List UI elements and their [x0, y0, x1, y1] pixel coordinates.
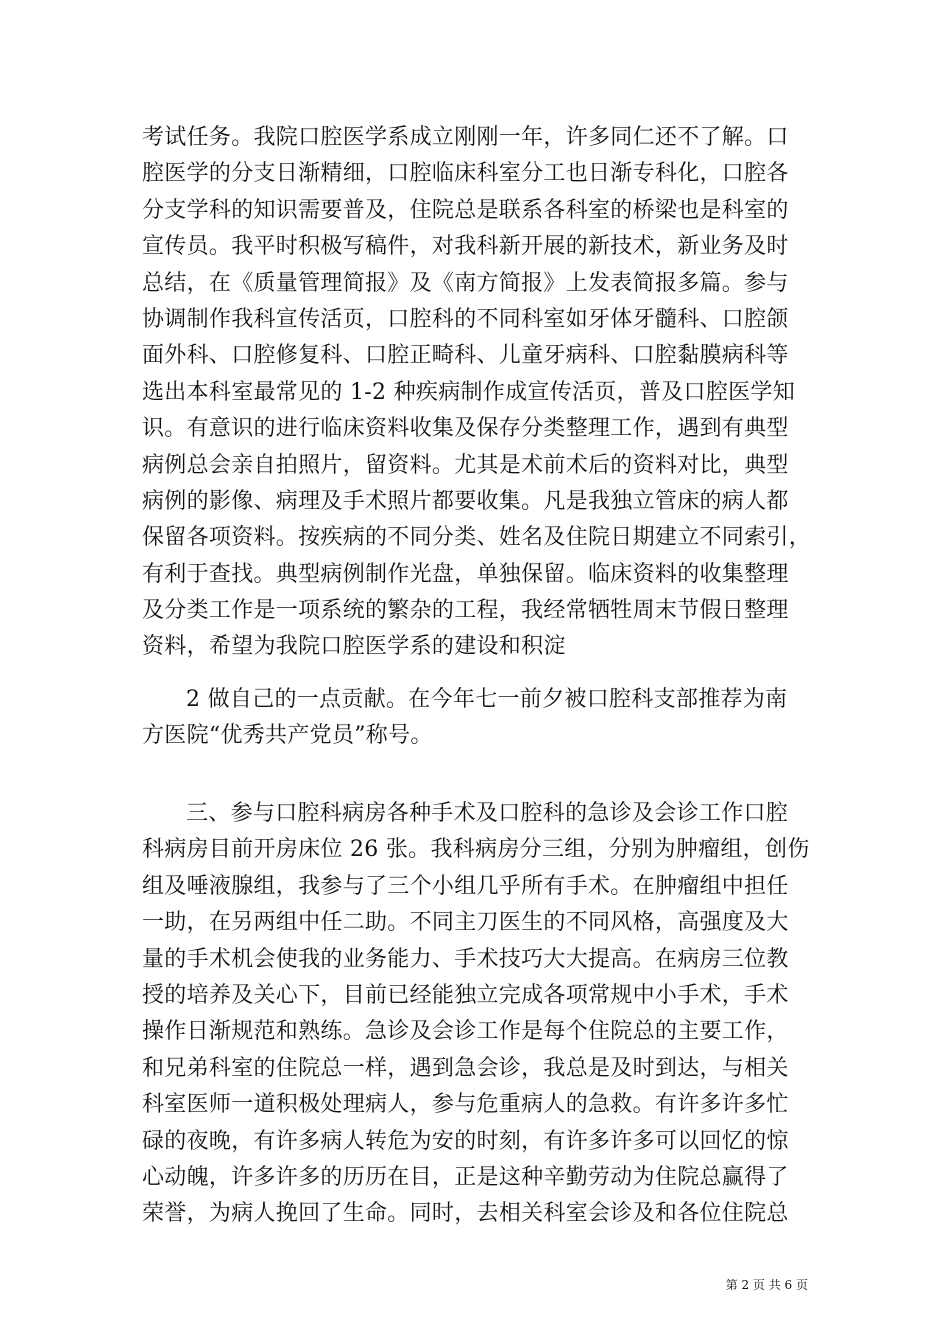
- text-line: 资料，希望为我院口腔医学系的建设和积淀: [142, 634, 566, 660]
- text-line: 总结，在《质量管理简报》及《南方简报》上发表简报多篇。参与: [142, 270, 789, 296]
- text-line: 考试任务。我院口腔医学系成立刚刚一年，许多同仁还不了解。口: [142, 125, 789, 150]
- text-line: 心动魄，许多许多的历历在目，正是这种辛勤劳动为住院总赢得了: [142, 1164, 789, 1190]
- text-line: 科室医师一道积极处理病人，参与危重病人的急救。有许多许多忙: [142, 1092, 789, 1118]
- text-line: 三、参与口腔科病房各种手术及口腔科的急诊及会诊工作口腔: [186, 801, 789, 826]
- text-line: 科病房目前开房床位 26 张。我科病房分三组，分别为肿瘤组，创伤: [142, 837, 810, 863]
- paragraph-materials: [142, 120, 812, 666]
- text-line: 方医院“优秀共产党员”称号。: [142, 723, 433, 749]
- text-line: 保留各项资料。按疾病的不同分类、姓名及住院日期建立不同索引，: [142, 525, 812, 551]
- text-line: 面外科、口腔修复科、口腔正畸科、儿童牙病科、口腔黏膜病科等: [142, 343, 789, 369]
- text-line: 有利于查找。典型病例制作光盘，单独保留。临床资料的收集整理: [142, 561, 789, 587]
- text-line: 及分类工作是一项系统的繁杂的工程，我经常牺牲周末节假日整理: [142, 598, 789, 624]
- text-line: 授的培养及关心下，目前已经能独立完成各项常规中小手术，手术: [142, 982, 789, 1008]
- paragraph-surgery: [142, 796, 808, 1233]
- text-line: 识。有意识的进行临床资料收集及保存分类整理工作，遇到有典型: [142, 416, 789, 442]
- text-line: 病例总会亲自拍照片，留资料。尤其是术前术后的资料对比，典型: [142, 452, 789, 478]
- text-line: 分支学科的知识需要普及，住院总是联系各科室的桥梁也是科室的: [142, 197, 789, 223]
- page-number-footer: 第 2 页 共 6 页: [725, 1278, 808, 1292]
- text-line: 病例的影像、病理及手术照片都要收集。凡是我独立管床的病人都: [142, 488, 789, 514]
- text-line: 量的手术机会使我的业务能力、手术技巧大大提高。在病房三位教: [142, 946, 789, 972]
- text-line: 选出本科室最常见的 1-2 种疾病制作成宣传活页，普及口腔医学知: [142, 379, 796, 405]
- text-line: 2 做自己的一点贡献。在今年七一前夕被口腔科支部推荐为南: [186, 687, 788, 712]
- text-line: 腔医学的分支日渐精细，口腔临床科室分工也日渐专科化，口腔各: [142, 161, 789, 187]
- text-line: 和兄弟科室的住院总一样，遇到急会诊，我总是及时到达，与相关: [142, 1055, 789, 1081]
- text-line: 协调制作我科宣传活页，口腔科的不同科室如牙体牙髓科、口腔颌: [142, 306, 789, 332]
- text-line: 宣传员。我平时积极写稿件，对我科新开展的新技术，新业务及时: [142, 234, 789, 260]
- text-line: 荣誉，为病人挽回了生命。同时，去相关科室会诊及和各位住院总: [142, 1201, 789, 1227]
- text-line: 一助，在另两组中任二助。不同主刀医生的不同风格，高强度及大: [142, 910, 789, 936]
- text-line: 操作日渐规范和熟练。急诊及会诊工作是每个住院总的主要工作，: [142, 1019, 789, 1045]
- text-line: 碌的夜晚，有许多病人转危为安的时刻，有许多许多可以回忆的惊: [142, 1128, 789, 1154]
- text-line: 组及唾液腺组，我参与了三个小组几乎所有手术。在肿瘤组中担任: [142, 873, 789, 899]
- paragraph-contribution: [142, 682, 808, 755]
